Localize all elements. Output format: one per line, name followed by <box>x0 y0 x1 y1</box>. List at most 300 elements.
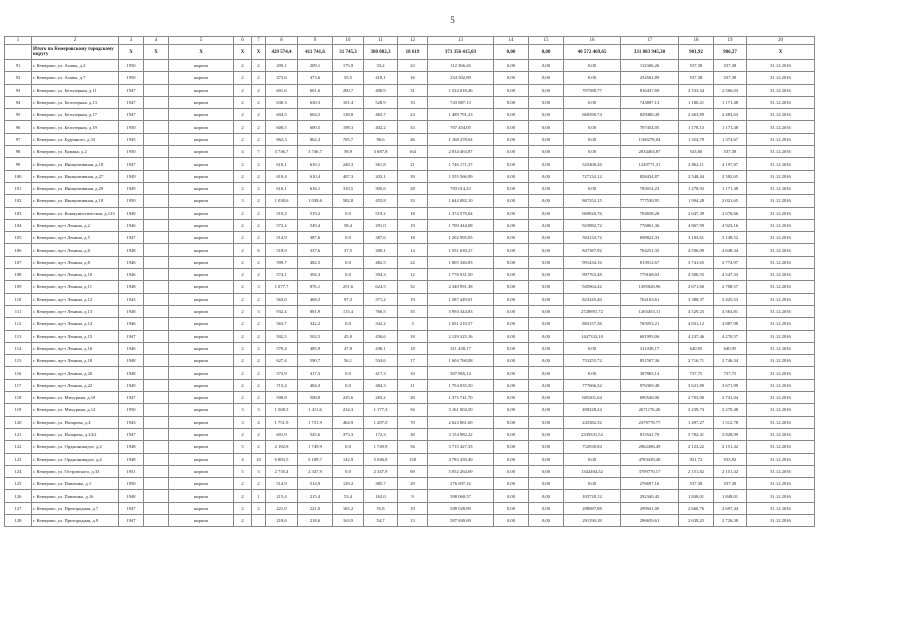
table-cell: 847387,92 <box>564 244 621 256</box>
table-cell <box>144 367 169 379</box>
table-cell: 923982,72 <box>564 219 621 231</box>
table-cell: 0,00 <box>529 305 564 317</box>
table-cell: 6 <box>252 244 266 256</box>
table-cell: 31.12.2016 <box>747 281 815 293</box>
table-cell <box>144 404 169 416</box>
table-cell: 31 <box>398 84 428 96</box>
table-cell: 1948 <box>119 355 144 367</box>
table-cell: 2 <box>252 256 266 268</box>
table-cell: г. Кемерово, ул. Ахавы, д.2 <box>32 60 119 72</box>
table-cell: 1948 <box>119 453 144 465</box>
table-cell: 504133,72 <box>564 232 621 244</box>
table-cell: 0,00 <box>564 121 621 133</box>
table-cell: 0,00 <box>494 416 529 428</box>
table-cell: 0,00 <box>494 465 529 477</box>
table-cell: 2 <box>252 84 266 96</box>
table-cell: 31.12.2016 <box>747 514 815 526</box>
table-cell: 31.12.2016 <box>747 60 815 72</box>
table-cell: 484,3 <box>364 379 398 391</box>
table-cell: 0,00 <box>529 219 564 231</box>
table-cell: 0,00 <box>529 232 564 244</box>
table-cell: 0,00 <box>494 207 529 219</box>
table-cell: 1 568,3 <box>266 404 298 416</box>
table-cell: 1 038,6 <box>266 195 298 207</box>
table-cell: 15 <box>529 37 564 45</box>
table-cell: г. Кемерово, ул. Коммунистическая, д.133 <box>32 207 119 219</box>
table-cell: 46 <box>398 133 428 145</box>
table-cell: 17 <box>621 37 679 45</box>
table-cell: 508,8 <box>298 392 333 404</box>
table-cell: 1950 <box>119 60 144 72</box>
table-cell: 3 774,97 <box>714 256 747 268</box>
table-cell: 777666,32 <box>564 379 621 391</box>
table-cell: 307 865,14 <box>428 367 494 379</box>
table-cell: 3 161 004,50 <box>428 404 494 416</box>
table-cell: 0,0 <box>333 465 364 477</box>
table-cell: кирпич <box>169 441 234 453</box>
table-cell: 31.12.2016 <box>747 182 815 194</box>
table-cell: 2728891,72 <box>564 305 621 317</box>
table-cell: 0,00 <box>529 121 564 133</box>
table-cell: 2 <box>234 330 252 342</box>
table-cell: 203,1 <box>364 170 398 182</box>
table-cell: 0,00 <box>494 293 529 305</box>
table-cell: 56 <box>398 404 428 416</box>
table-cell: 112366,26 <box>621 60 679 72</box>
table-cell: 862,3 <box>298 133 333 145</box>
table-cell: 1949 <box>119 182 144 194</box>
table-cell: 0,00 <box>494 244 529 256</box>
table-cell: кирпич <box>169 96 234 108</box>
table-cell: 2 <box>252 133 266 145</box>
table-cell: 482,5 <box>364 256 398 268</box>
table-cell: 31.12.2016 <box>747 84 815 96</box>
table-cell: 0,00 <box>494 379 529 391</box>
table-cell: 31.12.2016 <box>747 121 815 133</box>
table-cell: 58,9 <box>333 146 364 158</box>
table-cell: 0,00 <box>494 232 529 244</box>
header-row <box>5 37 815 45</box>
table-row <box>5 109 815 121</box>
table-cell: 0,00 <box>529 133 564 145</box>
table-cell: 473,6 <box>298 72 333 84</box>
table-cell: 707 454,05 <box>428 121 494 133</box>
table-cell: 4 563,81 <box>714 305 747 317</box>
table-cell: 31.12.2016 <box>747 330 815 342</box>
table-cell: 5 052 264,69 <box>428 465 494 477</box>
table-cell: 0,00 <box>494 60 529 72</box>
table-cell: кирпич <box>169 84 234 96</box>
table-cell: 2 <box>252 72 266 84</box>
table-cell: 1 848,01 <box>679 490 714 502</box>
table-cell: 2 <box>234 379 252 391</box>
table-cell: 519,2 <box>298 207 333 219</box>
table-cell: 117 <box>5 379 32 391</box>
table-cell: 1 751,9 <box>298 416 333 428</box>
table-cell: 245382,32 <box>564 416 621 428</box>
table-cell: 14 <box>494 37 529 45</box>
table-cell: 2 <box>252 207 266 219</box>
table-cell: 3 388,37 <box>679 293 714 305</box>
table-cell: кирпич <box>169 207 234 219</box>
table-cell: 1950 <box>119 72 144 84</box>
table-cell: 128 <box>5 514 32 526</box>
table-cell: 1 171,48 <box>714 96 747 108</box>
table-cell: 1168278,04 <box>621 133 679 145</box>
table-cell: 5 046,8 <box>364 453 398 465</box>
table-cell: 0,00 <box>529 392 564 404</box>
table-cell <box>144 121 169 133</box>
table-cell: 610,1 <box>266 158 298 170</box>
table-cell: 0,00 <box>494 269 529 281</box>
table-cell: 371,2 <box>364 293 398 305</box>
table-cell: 12 <box>398 37 428 45</box>
table-row <box>5 441 815 453</box>
table-cell: 418,1 <box>364 72 398 84</box>
table-cell: 125 <box>5 478 32 490</box>
table-cell: 5 828,99 <box>714 428 747 440</box>
table-cell: 31.12.2016 <box>747 109 815 121</box>
table-cell: 2 708,57 <box>714 281 747 293</box>
table-cell: 387,6 <box>298 232 333 244</box>
table-row <box>5 170 815 182</box>
table-cell: 3 <box>398 318 428 330</box>
table-cell: 3 <box>234 195 252 207</box>
table-cell: 20 <box>398 392 428 404</box>
table-cell: 2 <box>252 121 266 133</box>
table-cell: 31.12.2016 <box>747 170 815 182</box>
table-cell: 630,3 <box>298 96 333 108</box>
table-cell: 158 <box>398 453 428 465</box>
table-cell: 610,4 <box>266 170 298 182</box>
table-cell: 600,5 <box>266 121 298 133</box>
table-cell: 209,1 <box>266 60 298 72</box>
table-cell: 4 831,12 <box>679 318 714 330</box>
table-cell: 163,9 <box>333 514 364 526</box>
table-cell: г. Кемерово, ул. Инициативная, д.18 <box>32 158 119 170</box>
table-cell: 2034463,87 <box>621 146 679 158</box>
table-cell: 2 533,34 <box>679 84 714 96</box>
table-cell: 537,38 <box>679 60 714 72</box>
table-cell: г. Кемерово, ул. Пригородная, д.7 <box>32 502 119 514</box>
table-cell: 610,4 <box>298 170 333 182</box>
table-cell: кирпич <box>169 379 234 391</box>
table-cell: 29 <box>398 478 428 490</box>
table-cell: 2 270,48 <box>714 404 747 416</box>
table-cell: 0,00 <box>529 342 564 354</box>
table-cell: 112 366,26 <box>428 60 494 72</box>
table-cell: 901,92 <box>679 45 714 60</box>
table-cell: кирпич <box>169 158 234 170</box>
table-cell: 31.12.2016 <box>747 256 815 268</box>
table-cell: 0,00 <box>564 453 621 465</box>
table-cell: 752930,84 <box>564 441 621 453</box>
table-cell: 198,3 <box>333 121 364 133</box>
table-cell: 291,0 <box>364 219 398 231</box>
table-cell: 31.12.2016 <box>747 379 815 391</box>
table-cell: 1 171,48 <box>714 121 747 133</box>
table-cell: 387,6 <box>364 232 398 244</box>
table-cell: 361,8 <box>364 158 398 170</box>
table-cell: 2 671,60 <box>679 281 714 293</box>
table-body <box>5 37 815 527</box>
table-cell <box>5 45 32 60</box>
table-cell: г. Кемерово, ул. Островского, д.33 <box>32 465 119 477</box>
table-cell: 2 <box>234 219 252 231</box>
table-cell: 105 <box>5 232 32 244</box>
table-cell: 764103,61 <box>621 293 679 305</box>
table-cell <box>144 293 169 305</box>
table-cell: 371 356 415,03 <box>428 45 494 60</box>
table-cell: 127 <box>5 502 32 514</box>
table-cell: г. Кемерово, ул. Мичурина, д.10 <box>32 392 119 404</box>
table-cell: кирпич <box>169 170 234 182</box>
table-cell: 0,00 <box>494 84 529 96</box>
table-cell: 601,6 <box>266 84 298 96</box>
table-cell: 0,00 <box>529 293 564 305</box>
table-cell: 851507,36 <box>621 355 679 367</box>
table-cell: 766,5 <box>364 305 398 317</box>
table-cell: 0,00 <box>494 182 529 194</box>
table-cell: 31 745,3 <box>333 45 364 60</box>
table-cell: 0,00 <box>529 84 564 96</box>
table-cell: 2 <box>252 293 266 305</box>
table-cell: 1 512,78 <box>714 416 747 428</box>
table-cell: 2 <box>252 60 266 72</box>
table-cell: 0,00 <box>529 281 564 293</box>
table-cell: 537,38 <box>714 60 747 72</box>
table-cell: 2 676,66 <box>714 207 747 219</box>
table-cell: 4 923,16 <box>714 219 747 231</box>
table-cell: кирпич <box>169 342 234 354</box>
table-cell: кирпич <box>169 318 234 330</box>
table-cell: 6 883,5 <box>266 453 298 465</box>
table-cell: 0,00 <box>564 133 621 145</box>
table-cell: 1 375 741,70 <box>428 392 494 404</box>
table-cell: 2 151,42 <box>714 441 747 453</box>
table-cell: 0,00 <box>529 60 564 72</box>
table-cell: 0,00 <box>529 379 564 391</box>
table-row <box>5 342 815 354</box>
table-cell: 3 687,8 <box>364 146 398 158</box>
table-cell: 543,00 <box>679 146 714 158</box>
table-cell: 4 596,09 <box>679 244 714 256</box>
table-row <box>5 453 815 465</box>
table-cell: 2 582,65 <box>714 170 747 182</box>
table-cell: 2 <box>234 502 252 514</box>
table-row <box>5 133 815 145</box>
table-cell: 1 749,9 <box>364 441 398 453</box>
table-cell: 669920,76 <box>564 207 621 219</box>
table-cell: 299941,00 <box>621 502 679 514</box>
table-cell: кирпич <box>169 502 234 514</box>
table-cell: 0,00 <box>529 416 564 428</box>
table-cell: 1447332,10 <box>564 330 621 342</box>
table-cell: 122 <box>5 441 32 453</box>
table-cell: 18 <box>398 207 428 219</box>
table-cell: 31.12.2016 <box>747 269 815 281</box>
table-cell: 2 716,71 <box>679 355 714 367</box>
table-cell: 1950 <box>119 146 144 158</box>
table-cell: X <box>252 45 266 60</box>
table-cell: 2 <box>252 158 266 170</box>
table-cell: 31.12.2016 <box>747 318 815 330</box>
table-cell: г. Кемерово, ул. Орджоникидзе, д.4 <box>32 453 119 465</box>
table-cell: 2 <box>234 60 252 72</box>
table-cell: 4 547,33 <box>714 269 747 281</box>
table-cell: 0,00 <box>529 207 564 219</box>
table-cell: 514,9 <box>266 478 298 490</box>
table-cell: 534,6 <box>364 355 398 367</box>
table-cell: кирпич <box>169 514 234 526</box>
table-cell: 3 <box>234 404 252 416</box>
table-cell: 14 <box>398 244 428 256</box>
table-cell: 18 <box>679 37 714 45</box>
table-cell: 2 340 991,38 <box>428 281 494 293</box>
table-cell: 283,2 <box>364 392 398 404</box>
table-cell: 876,1 <box>298 281 333 293</box>
table-cell: 417,3 <box>364 367 398 379</box>
table-cell: 254502,89 <box>621 72 679 84</box>
table-cell: 0,00 <box>529 465 564 477</box>
table-cell: 0,00 <box>529 244 564 256</box>
table-cell: 743887,13 <box>621 96 679 108</box>
table-cell: 1945 <box>119 133 144 145</box>
table-cell: 1 904,28 <box>679 195 714 207</box>
table-cell: 0,00 <box>529 478 564 490</box>
table-cell: 0,00 <box>529 490 564 502</box>
table-row <box>5 293 815 305</box>
table-cell: 102 <box>5 195 32 207</box>
table-cell: 0,00 <box>564 146 621 158</box>
table-cell: 288087,88 <box>564 502 621 514</box>
table-cell: 1943 <box>119 416 144 428</box>
table-cell: 2 647,49 <box>679 207 714 219</box>
table-cell: 2 <box>234 281 252 293</box>
table-cell: 30 <box>398 428 428 440</box>
table-cell: 31.12.2016 <box>747 342 815 354</box>
table-cell: 0,0 <box>333 207 364 219</box>
table-cell: 537,38 <box>714 72 747 84</box>
table-cell: 3 <box>234 416 252 428</box>
table-cell: 0,00 <box>494 367 529 379</box>
table-cell: 123 <box>5 453 32 465</box>
table-cell: 55,5 <box>333 72 364 84</box>
table-cell: 11 <box>364 37 398 45</box>
table-row <box>5 305 815 317</box>
table-cell: 9 <box>398 490 428 502</box>
table-cell: 31.12.2016 <box>747 502 815 514</box>
table-cell: кирпич <box>169 330 234 342</box>
table-cell: 2 <box>252 502 266 514</box>
table-cell: 31.12.2016 <box>747 367 815 379</box>
table-cell: 485,9 <box>298 342 333 354</box>
table-cell: 1 489 791,23 <box>428 109 494 121</box>
table-cell: 2 <box>32 37 119 45</box>
table-cell: 2 347,9 <box>364 465 398 477</box>
table-cell: 22 <box>398 256 428 268</box>
table-cell: 1 651 210,57 <box>428 318 494 330</box>
table-cell: 0,00 <box>529 441 564 453</box>
table-row <box>5 195 815 207</box>
table-cell: 1 038,6 <box>298 195 333 207</box>
table-cell: X <box>169 45 234 60</box>
table-cell: 31.12.2016 <box>747 355 815 367</box>
table-cell: 579,4 <box>266 342 298 354</box>
table-cell <box>144 219 169 231</box>
table-row <box>5 269 815 281</box>
table-row <box>5 465 815 477</box>
table-cell: 0,00 <box>529 72 564 84</box>
table-cell: 96,6 <box>364 133 398 145</box>
table-cell: 0,00 <box>494 355 529 367</box>
table-cell: 1948 <box>119 244 144 256</box>
table-cell: 31.12.2016 <box>747 428 815 440</box>
table-row <box>5 146 815 158</box>
table-cell: кирпич <box>169 269 234 281</box>
table-cell: 1947 <box>119 502 144 514</box>
table-cell: 115 <box>5 355 32 367</box>
table-cell: кирпич <box>169 416 234 428</box>
table-cell: 70 <box>398 416 428 428</box>
table-cell: 18 <box>398 330 428 342</box>
table-cell: 2 239,73 <box>679 404 714 416</box>
table-row <box>5 355 815 367</box>
table-cell: 704658,28 <box>621 207 679 219</box>
table-cell: 2 <box>234 342 252 354</box>
table-cell: 681993,06 <box>621 330 679 342</box>
table-cell: 342,2 <box>298 318 333 330</box>
table-cell: 2 <box>234 182 252 194</box>
table-cell: 218,6 <box>266 514 298 526</box>
table-cell: 1 178,13 <box>679 121 714 133</box>
table-cell: 3 <box>119 37 144 45</box>
table-cell: 604,5 <box>266 109 298 121</box>
table-cell: 528,9 <box>364 96 398 108</box>
table-cell: 1948 <box>119 281 144 293</box>
table-cell: 0,00 <box>529 146 564 158</box>
table-cell <box>144 269 169 281</box>
table-cell: 31.12.2016 <box>747 96 815 108</box>
table-cell: 119 <box>5 404 32 416</box>
table-row <box>5 244 815 256</box>
table-cell: 563,0 <box>266 293 298 305</box>
table-cell: 1946 <box>119 256 144 268</box>
table-cell: 2 <box>252 195 266 207</box>
table-cell: 311 438,17 <box>428 342 494 354</box>
table-cell: 342,2 <box>364 318 398 330</box>
table-row <box>5 367 815 379</box>
table-cell: 2 <box>234 269 252 281</box>
table-cell: 18 <box>398 342 428 354</box>
table-cell: 2 034 463,87 <box>428 146 494 158</box>
table-cell: 2 <box>252 269 266 281</box>
table-cell: 0,00 <box>494 478 529 490</box>
table-cell: 2 <box>252 392 266 404</box>
table-cell <box>144 207 169 219</box>
table-cell: 1 180,21 <box>679 96 714 108</box>
table-cell: 13 <box>398 514 428 526</box>
table-cell: 1950 <box>119 195 144 207</box>
table-cell: 2 <box>234 355 252 367</box>
table-cell: 33 <box>398 96 428 108</box>
table-cell: 107 <box>5 256 32 268</box>
table-cell: 2339331,52 <box>564 428 621 440</box>
table-cell: 305,6 <box>364 182 398 194</box>
table-cell: 704251,35 <box>621 244 679 256</box>
table-cell: 19 <box>398 219 428 231</box>
table-cell: 0,00 <box>564 96 621 108</box>
